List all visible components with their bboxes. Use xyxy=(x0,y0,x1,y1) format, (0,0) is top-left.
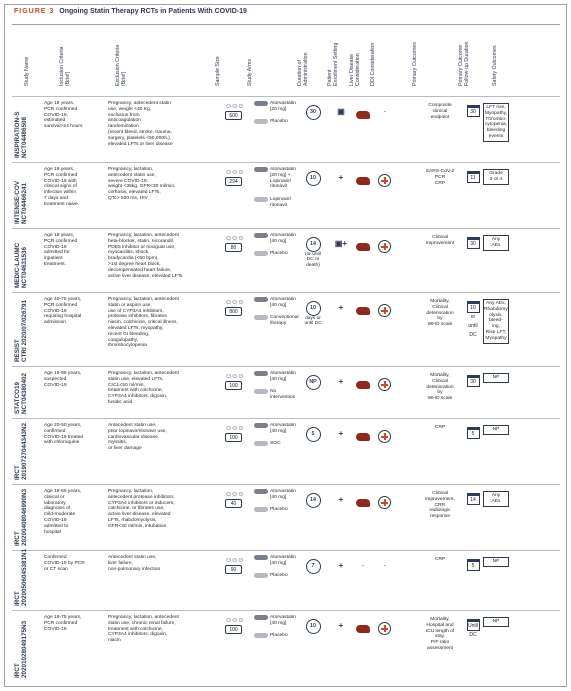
ddi-icon xyxy=(378,430,391,443)
calendar-icon: 5 xyxy=(467,427,480,439)
arm-label: Lopinavir/ ritonavir xyxy=(270,197,292,208)
inclusion-criteria: Age 20-50 years, confirmed COVID-19 treated with chloroquine xyxy=(44,423,84,446)
follow-up xyxy=(466,427,480,439)
primary-outcomes: SARS-CoV-2 PCR CRP xyxy=(425,169,455,186)
clock-icon: 10 xyxy=(306,171,321,186)
duration xyxy=(302,427,324,449)
arm-label: No intervention xyxy=(270,389,296,400)
column-header xyxy=(213,26,225,88)
pill-icon xyxy=(254,371,268,376)
table-row xyxy=(12,610,560,682)
primary-outcomes: Mortality, Hospital and ICU length of stay, P/F ratio assessment xyxy=(425,617,455,651)
enrollment-setting-icon: + xyxy=(338,621,344,630)
exclusion-criteria: Pregnancy, lactation, antecedent protease inhibitors, CYP3A4 inhibitors or inducers, colchicine, or fibrates use, active liver disease, elevated LFTs, rhabdomyolysis, GFR<30 ml/min, intubation xyxy=(108,489,175,529)
safety-outcomes: NP xyxy=(483,617,509,627)
exclusion-criteria: Pregnancy, lactation, antecedent statin or aspirin use, use of CYP3A4 inhibitors, protease inhibitors, fibrates niacin, colchicine, critical illness, elevated LFTs, myopathy, recent GI bleeding, coagulopathy, thrombocytopenia xyxy=(108,297,179,349)
clock-icon: 10 xyxy=(306,619,321,634)
study-arm-control xyxy=(254,573,288,580)
safety-outcomes: Any AEs, Rhabdomy- olysis, bleed- ing, Rise LFT, Myopathy xyxy=(483,299,509,344)
study-arm-control xyxy=(254,251,288,258)
study-arm-treatment xyxy=(254,167,296,190)
clock-icon: 14 xyxy=(306,493,321,508)
sample-size xyxy=(223,299,245,327)
enrollment-setting-icon: + xyxy=(338,173,344,182)
column-header xyxy=(490,26,502,88)
follow-up xyxy=(466,171,480,183)
people-icon: ☺☺☺ xyxy=(225,235,244,242)
clock-icon: 10 xyxy=(306,301,321,316)
column-header xyxy=(368,26,380,88)
sample-size xyxy=(223,373,245,401)
sample-size xyxy=(223,169,245,197)
column-header xyxy=(295,26,307,88)
pill-icon xyxy=(254,489,268,494)
clock-icon: NP xyxy=(306,375,321,390)
study-name: INTENSE-COV NCT04466241 xyxy=(14,180,28,224)
exclusion-criteria: Pregnancy, lactation, antecedent beta-blocker, statin, nicorandil, PDE5 inhibitor or riociguat use, myocarditis, shock, bradycardia (<50 bpm), >1st degree heart block, decompensated heart failure, active liver disease, elevated LFTs xyxy=(108,233,183,279)
study-arm-treatment xyxy=(254,371,296,383)
figure-title xyxy=(14,8,247,15)
exclusion-criteria: Pregnancy, lactation, antecedent statin use, elevated LFTs, CrCL<50 ml/min, treatment with colchicine, CYP3A4 inhibitors, digoxin, fusidic acid xyxy=(108,371,179,405)
inclusion-criteria: Age 18 years, PCR confirmed COVID-19, estimated survival>24 hours xyxy=(44,101,83,130)
people-icon: ☺☺☺ xyxy=(225,425,244,432)
safety-outcomes: Any AEs xyxy=(483,491,509,507)
column-header xyxy=(113,26,125,88)
column-header xyxy=(456,26,468,88)
study-arm-treatment xyxy=(254,489,296,501)
exclusion-criteria: Antecedent statin use, prior lopinavir/ritonavir use, cardiovascular disease, myositis, or liver damage xyxy=(108,423,167,452)
ddi-icon xyxy=(378,496,391,509)
pill-icon xyxy=(254,233,268,238)
ddi-icon xyxy=(378,622,391,635)
inclusion-criteria: Age 18-75 years, PCR confirmed COVID-19 xyxy=(44,615,82,632)
study-name: INSPIRATION-S NCT04486508 xyxy=(14,111,28,158)
pill-icon xyxy=(254,423,268,428)
inclusion-criteria: Confirmed COVID-19 by PCR or CT scan xyxy=(44,555,85,572)
duration xyxy=(302,375,324,397)
dash: - xyxy=(362,563,364,569)
study-name: STATCO19 NCT04380402 xyxy=(14,373,28,414)
pill-icon xyxy=(254,573,268,578)
inclusion-criteria: Age 18 years, PCR confirmed COVID-19 with clinical signs of infection within 7 days and treatment naive. xyxy=(44,167,80,207)
primary-outcomes: CRP xyxy=(434,557,446,562)
duration xyxy=(302,105,324,127)
figure-label: FIGURE 3 xyxy=(14,8,55,15)
sample-size xyxy=(223,557,245,585)
ddi-icon xyxy=(378,240,391,253)
column-header xyxy=(22,26,34,88)
column-header-label: Liver Disease Consideration xyxy=(349,53,361,86)
column-header-label: Exclusion Criteria (Brief) xyxy=(115,44,127,86)
duration xyxy=(302,493,324,515)
sample-size-value: 600 xyxy=(225,111,242,120)
duration xyxy=(302,559,324,581)
study-name: IRCT 20201028049175N3 xyxy=(14,620,28,678)
ddi-icon xyxy=(378,378,391,391)
arm-label: Atorvastatin [20 mg] xyxy=(270,101,296,112)
enrollment-setting-icon: + xyxy=(338,495,344,504)
enrollment-setting-icon: + xyxy=(338,429,344,438)
study-arm-treatment xyxy=(254,555,296,567)
liver-icon xyxy=(356,177,370,185)
sample-size-value: 800 xyxy=(225,307,242,316)
column-header-label: Primary Outcome Follow-up Duration xyxy=(458,41,470,86)
enrollment-setting-icon: ▣ xyxy=(337,107,345,116)
sample-size-value: 40 xyxy=(225,499,242,508)
dash: - xyxy=(384,563,386,569)
study-arm-control xyxy=(254,315,299,327)
clock-icon: 14 xyxy=(306,237,321,252)
follow-up xyxy=(466,301,480,338)
arm-label: Atorvastatin [40 mg] xyxy=(270,555,296,566)
calendar-icon: 14 xyxy=(467,493,480,505)
primary-outcomes: Composite clinical endpoint xyxy=(428,103,452,120)
sample-size xyxy=(223,491,245,519)
column-header xyxy=(245,26,257,88)
follow-up xyxy=(466,237,480,249)
arm-label: Atorvastatin [40 mg] xyxy=(270,297,296,308)
follow-up xyxy=(466,493,480,505)
enrollment-setting-icon: + xyxy=(338,561,344,570)
liver-icon xyxy=(356,307,370,315)
ddi-icon xyxy=(378,304,391,317)
pill-icon xyxy=(254,507,268,512)
inclusion-criteria: Age 18-85 years, suspected COVID-19 xyxy=(44,371,82,388)
study-name: RESIST CTRI 2020/07/026791 xyxy=(14,300,28,362)
safety-outcomes: LFT rise, Myopathy, Thrombo- cytopenia, bleeding events xyxy=(483,103,509,142)
inclusion-criteria: Age 18-65 years, clinical or laboratory diagnosis of mild-moderate COVID-19 admitted to hospital xyxy=(44,489,82,535)
calendar-icon: 11 xyxy=(467,171,480,183)
follow-up xyxy=(466,105,480,117)
study-arm-control xyxy=(254,633,288,640)
duration xyxy=(302,171,324,193)
duration xyxy=(302,237,324,268)
exclusion-criteria: Pregnancy, lactation, antecedent statin use, severe COVID-19, weight <35kg, GFR<30 ml/min, cirrhosis, elevated LFTs, QTc> 500 ms, HIV xyxy=(108,167,176,201)
arm-label: SOC xyxy=(270,441,281,446)
study-name: MEDIC-LAUMC NCT04631536 xyxy=(14,242,28,288)
pill-icon xyxy=(254,315,268,320)
pill-icon xyxy=(254,197,268,202)
follow-up xyxy=(466,559,480,571)
pill-icon xyxy=(254,615,268,620)
table-row xyxy=(12,550,560,610)
study-arm-treatment xyxy=(254,233,296,245)
arm-label: Placebo xyxy=(270,573,288,578)
study-arm-treatment xyxy=(254,615,296,627)
liver-icon xyxy=(356,111,370,119)
study-name: IRCT 20200506045381N1 xyxy=(14,548,28,606)
table-row xyxy=(12,366,560,418)
clock-icon: 7 xyxy=(306,559,321,574)
study-arm-control xyxy=(254,389,295,401)
pill-icon xyxy=(254,101,268,106)
duration-note: (or until DC or death) xyxy=(305,252,321,268)
dash: - xyxy=(384,109,386,115)
follow-up xyxy=(466,619,480,638)
calendar-icon: 30 xyxy=(467,375,480,387)
exclusion-criteria: Pregnancy, antecedent statin use, weight <40 Kg, exclusion from anticoagulation randomization (recent bleed, stroke, trauma, surgery, platelets <50,000/L), elevated LFTs or liver disease xyxy=(108,101,173,147)
people-icon: ☺☺☺ xyxy=(225,557,244,564)
people-icon: ☺☺☺ xyxy=(225,373,244,380)
arm-label: Atorvastatin [20 mg] + Lopinavir/ ritonavir xyxy=(270,167,296,190)
duration-note: days or until DC xyxy=(304,316,322,327)
ddi-icon xyxy=(378,174,391,187)
duration xyxy=(302,301,324,327)
sample-size-value: 80 xyxy=(225,243,242,252)
column-header xyxy=(57,26,69,88)
liver-icon xyxy=(356,243,370,251)
exclusion-criteria: Pregnancy, lactation, antecedent statin use, chronic renal failure, treatment with colchicine, CYP3A4 inhibitors, digoxin, niacin xyxy=(108,615,179,644)
safety-outcomes: Grade 3 or 4 xyxy=(483,169,509,185)
sample-size-value: 100 xyxy=(225,433,242,442)
sample-size-value: 100 xyxy=(225,381,242,390)
column-header xyxy=(325,26,337,88)
safety-outcomes: NP xyxy=(483,373,509,383)
liver-icon xyxy=(356,625,370,633)
clock-icon: 30 xyxy=(306,105,321,120)
exclusion-criteria: Antecedent statin use, liver failure, non-pulmonary infection xyxy=(108,555,161,572)
sample-size xyxy=(223,103,245,131)
enrollment-setting-icon: + xyxy=(338,377,344,386)
sample-size-value: 90 xyxy=(225,565,242,574)
pill-icon xyxy=(254,119,268,124)
pill-icon xyxy=(254,167,268,172)
calendar-icon: Until DC xyxy=(467,619,480,631)
pill-icon xyxy=(254,297,268,302)
study-arm-control xyxy=(254,441,281,448)
arm-label: Conventional therapy xyxy=(270,315,299,326)
table-row xyxy=(12,418,560,484)
liver-icon xyxy=(356,381,370,389)
arm-label: Atorvastatin [40 mg] xyxy=(270,233,296,244)
column-header-label: Duration of Administration xyxy=(297,52,309,86)
sample-size xyxy=(223,235,245,263)
sample-size-value: 100 xyxy=(225,625,242,634)
safety-outcomes: Any AEs xyxy=(483,235,509,251)
table-row xyxy=(12,96,560,162)
study-arm-treatment xyxy=(254,101,296,113)
column-header-label: Primary Outcomes xyxy=(412,42,418,86)
pill-icon xyxy=(254,555,268,560)
safety-outcomes: NP xyxy=(483,425,509,435)
study-arm-control xyxy=(254,119,288,126)
study-arm-treatment xyxy=(254,423,296,435)
pill-icon xyxy=(254,441,268,446)
arm-label: Atorvastatin [40 mg] xyxy=(270,489,296,500)
arm-label: Placebo xyxy=(270,507,288,512)
sample-size xyxy=(223,617,245,645)
header-divider xyxy=(12,24,560,25)
pill-icon xyxy=(254,251,268,256)
primary-outcomes: Mortality, Clinical deterioration by WHO scale xyxy=(426,373,454,402)
arm-label: Placebo xyxy=(270,119,288,124)
study-arm-control xyxy=(254,197,291,209)
sample-size xyxy=(223,425,245,453)
arm-label: Atorvastatin [40 mg] xyxy=(270,615,296,626)
primary-outcomes: Clinical Improvement xyxy=(425,235,455,246)
follow-up xyxy=(466,375,480,387)
calendar-icon: 5 xyxy=(467,559,480,571)
pill-icon xyxy=(254,389,268,394)
arm-label: Atorvastatin [40 mg] xyxy=(270,371,296,382)
inclusion-criteria: Age 18 years, PCR confirmed COVID-19 admitted for inpatient treatment. xyxy=(44,233,78,267)
study-name: IRCT 20190727044343N2 xyxy=(14,422,28,480)
study-arm-treatment xyxy=(254,297,296,309)
enrollment-setting-icon: + xyxy=(338,303,344,312)
arm-label: Atorvastatin [40 mg] xyxy=(270,423,296,434)
arm-label: Placebo xyxy=(270,633,288,638)
column-header-label: Study Arms xyxy=(247,58,253,86)
arm-label: Placebo xyxy=(270,251,288,256)
table-row xyxy=(12,162,560,228)
column-header-label: Patient Enrollment Setting xyxy=(327,42,339,86)
column-header xyxy=(410,26,422,88)
study-arm-control xyxy=(254,507,288,514)
calendar-icon: 10 or until DC xyxy=(467,301,480,313)
liver-icon xyxy=(356,499,370,507)
figure-heading: Ongoing Statin Therapy RCTs in Patients With COVID-19 xyxy=(59,8,247,15)
calendar-icon: 30 xyxy=(467,105,480,117)
column-header xyxy=(347,26,359,88)
column-header-label: DDI Consideration xyxy=(370,42,376,86)
people-icon: ☺☺☺ xyxy=(225,103,244,110)
column-header-label: Study Name xyxy=(24,56,30,86)
people-icon: ☺☺☺ xyxy=(225,617,244,624)
table-row xyxy=(12,292,560,366)
inclusion-criteria: Age 40-75 years, PCR confirmed COVID-19 requiring hospital admission xyxy=(44,297,82,326)
primary-outcomes: Mortality, Clinical deterioration by WHO scale xyxy=(426,299,454,328)
clock-icon: 5 xyxy=(306,427,321,442)
study-name: IRCT 20200408046990N3 xyxy=(14,488,28,546)
duration xyxy=(302,619,324,641)
column-header-label: Sample Size xyxy=(215,56,221,86)
sample-size-value: 294 xyxy=(225,177,242,186)
calendar-icon: 30 xyxy=(467,237,480,249)
table-row xyxy=(12,228,560,292)
liver-icon xyxy=(356,433,370,441)
safety-outcomes: NP xyxy=(483,557,509,567)
people-icon: ☺☺☺ xyxy=(225,169,244,176)
table-row xyxy=(12,484,560,550)
column-header-label: Safety Outcomes xyxy=(492,45,498,86)
pill-icon xyxy=(254,633,268,638)
primary-outcomes: CRP xyxy=(434,425,446,430)
people-icon: ☺☺☺ xyxy=(225,299,244,306)
column-header-label: Inclusion Criteria (Brief) xyxy=(59,46,71,86)
primary-outcomes: Clinical improvement, CRP, radiologic response xyxy=(425,491,455,520)
enrollment-setting-icon: ▣+ xyxy=(334,239,348,248)
people-icon: ☺☺☺ xyxy=(225,491,244,498)
